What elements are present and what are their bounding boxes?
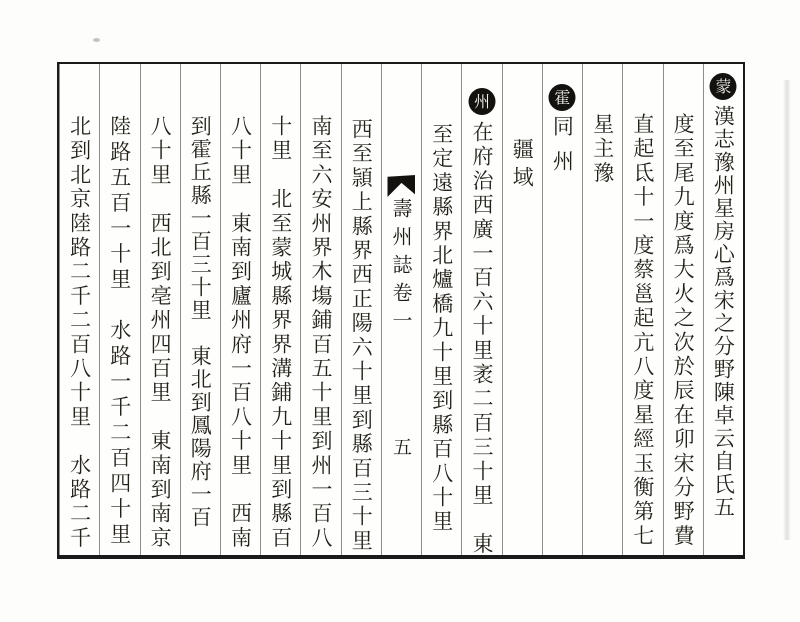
column-text: 漢志豫州星房心爲宋之分野陳卓云自氏五 [711, 105, 736, 519]
column-text: 陸路五百一十里 水路一千二百四十里 [107, 115, 132, 549]
text-column [180, 64, 220, 555]
text-column [542, 64, 582, 555]
column-text: 星主豫 [590, 113, 615, 186]
text-column [421, 64, 461, 555]
source-badge: 蒙 [710, 73, 737, 100]
text-column [703, 64, 743, 555]
text-column [59, 64, 99, 555]
text-column [663, 64, 703, 555]
scan-artifact [93, 38, 100, 42]
column-text: 八十里 東南到廬州府一百八十里 西南 [228, 115, 253, 551]
text-column [140, 64, 180, 555]
text-column [502, 64, 542, 555]
text-column [461, 64, 501, 555]
column-text: 十里 北至蒙城縣界界溝鋪九十里到縣百 [268, 115, 293, 551]
page-number: 五 [389, 437, 412, 456]
column-text: 直起氐十一度蔡邕起亢八度星經玉衡第七 [630, 113, 655, 549]
column-text: 北到北京陸路二千二百八十里 水路二千 [67, 115, 92, 551]
section-heading: 疆域 [510, 138, 535, 194]
text-column [622, 64, 662, 555]
column-text: 同州 [550, 115, 575, 185]
center-fold-column [381, 64, 421, 555]
text-column [341, 64, 381, 555]
column-text: 西至頴上縣界西正陽六十里到縣百三十里 [349, 118, 374, 554]
column-text: 南至六安州界木塲鋪百五十里到州一百八 [308, 115, 333, 551]
column-text: 在府治西廣一百六十里袤二百三十里 東 [469, 121, 494, 557]
text-column [300, 64, 340, 555]
text-block-frame [57, 62, 745, 559]
text-column [99, 64, 139, 555]
text-column [260, 64, 300, 555]
source-badge: 霍 [549, 84, 576, 111]
source-badge: 州 [468, 88, 495, 115]
text-column [582, 64, 622, 555]
volume-title: 壽州誌卷一 [388, 198, 413, 338]
text-column [220, 64, 260, 555]
scan-artifact [783, 80, 791, 540]
column-text: 到霍丘縣一百三十里 東北到鳳陽府一百 [188, 115, 213, 529]
fishtail-ornament [387, 175, 415, 197]
column-text: 度至尾九度爲大火之次於辰在卯宋分野費 [671, 113, 696, 549]
column-text: 八十里 西北到亳州四百里 東南到南京 [148, 115, 173, 551]
column-text: 至定遠縣界北爐橋九十里到縣百八十里 [429, 123, 454, 535]
